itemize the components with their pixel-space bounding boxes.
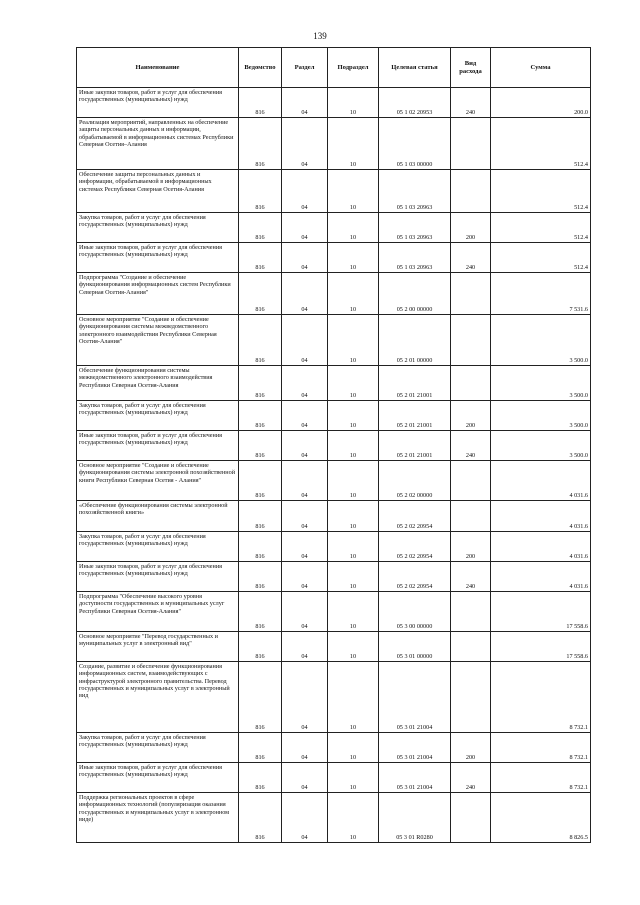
row-sum-cell: 3 500.0 [491,315,591,366]
row-target-cell: 05 1 03 20963 [379,170,451,213]
row-sum-cell: 512.4 [491,170,591,213]
row-subsection-cell: 10 [328,662,379,733]
header-subsection: Подраздел [328,48,379,88]
row-kind-cell [451,662,491,733]
table-row [77,793,591,843]
row-sum-cell: 8 826.5 [491,793,591,843]
row-section-cell: 04 [282,632,328,662]
row-target-cell: 05 3 01 21004 [379,662,451,733]
row-target-cell: 05 2 02 20954 [379,532,451,562]
row-target-cell: 05 2 02 00000 [379,461,451,501]
row-target-cell: 05 2 01 00000 [379,315,451,366]
table-row [77,431,591,461]
row-section-cell: 04 [282,501,328,532]
row-kind-cell [451,118,491,170]
row-target-cell: 05 1 02 20953 [379,88,451,118]
header-section: Раздел [282,48,328,88]
row-subsection-cell: 10 [328,562,379,592]
row-kind-cell [451,273,491,315]
row-kind-cell: 200 [451,213,491,243]
table-row [77,592,591,632]
row-target-cell: 05 2 02 20954 [379,501,451,532]
row-sum-cell: 8 732.1 [491,733,591,763]
row-kind-cell [451,501,491,532]
row-section-cell: 04 [282,662,328,733]
row-dept-cell: 816 [239,273,282,315]
row-subsection-cell: 10 [328,273,379,315]
row-kind-cell: 240 [451,763,491,793]
row-subsection-cell: 10 [328,632,379,662]
row-name-cell: «Обеспечение функционирования системы электронной похозяйственной книги» [77,501,239,532]
row-sum-cell: 8 732.1 [491,662,591,733]
header-kind: Вид расхода [451,48,491,88]
row-sum-cell: 3 500.0 [491,401,591,431]
table-row [77,562,591,592]
row-name-cell: Иные закупки товаров, работ и услуг для обеспечения государственных (муниципальных) нужд [77,431,239,461]
page-number: 139 [313,31,327,41]
table-row [77,118,591,170]
row-target-cell: 05 1 03 00000 [379,118,451,170]
row-name-cell: Иные закупки товаров, работ и услуг для обеспечения государственных (муниципальных) нужд [77,88,239,118]
header-target: Целевая статья [379,48,451,88]
row-subsection-cell: 10 [328,501,379,532]
row-target-cell: 05 2 00 00000 [379,273,451,315]
row-dept-cell: 816 [239,366,282,401]
row-kind-cell: 240 [451,431,491,461]
row-subsection-cell: 10 [328,733,379,763]
table-row [77,243,591,273]
row-dept-cell: 816 [239,213,282,243]
row-kind-cell: 200 [451,532,491,562]
row-name-cell: Закупка товаров, работ и услуг для обеспечения государственных (муниципальных) нужд [77,213,239,243]
row-subsection-cell: 10 [328,793,379,843]
row-name-cell: Обеспечение функционирования системы межведомственного электронного взаимодействия Республики Северная Осетия-Алания [77,366,239,401]
row-dept-cell: 816 [239,501,282,532]
row-target-cell: 05 3 01 21004 [379,733,451,763]
table-row [77,632,591,662]
row-kind-cell [451,592,491,632]
row-target-cell: 05 2 01 21001 [379,401,451,431]
row-section-cell: 04 [282,401,328,431]
row-dept-cell: 816 [239,733,282,763]
row-dept-cell: 816 [239,401,282,431]
row-name-cell: Закупка товаров, работ и услуг для обеспечения государственных (муниципальных) нужд [77,532,239,562]
row-kind-cell: 200 [451,401,491,431]
row-section-cell: 04 [282,273,328,315]
row-target-cell: 05 2 02 20954 [379,562,451,592]
row-target-cell: 05 2 01 21001 [379,366,451,401]
row-name-cell: Подпрограмма "Обеспечение высокого уровня доступности государственных и муниципальных услуг Республики Северная Осетия-Алания" [77,592,239,632]
row-section-cell: 04 [282,366,328,401]
budget-table [76,47,591,843]
row-kind-cell [451,315,491,366]
row-kind-cell [451,170,491,213]
row-sum-cell: 512.4 [491,213,591,243]
row-dept-cell: 816 [239,315,282,366]
row-sum-cell: 8 732.1 [491,763,591,793]
row-name-cell: Подпрограмма "Создание и обеспечение функционирования информационных систем Республики Северная Осетия-Алания" [77,273,239,315]
row-dept-cell: 816 [239,170,282,213]
row-dept-cell: 816 [239,461,282,501]
row-name-cell: Создание, развитие и обеспечение функционирования информационных систем, взаимодействующих с инфраструктурой электронного правительства. Перевод государственных и муниципальных услуг в электронный вид [77,662,239,733]
row-subsection-cell: 10 [328,170,379,213]
row-name-cell: Закупка товаров, работ и услуг для обеспечения государственных (муниципальных) нужд [77,401,239,431]
row-section-cell: 04 [282,562,328,592]
row-name-cell: Поддержка региональных проектов в сфере информационных технологий (популяризация оказания государственных и муниципальных услуг в электронном виде) [77,793,239,843]
table-row [77,401,591,431]
row-name-cell: Закупка товаров, работ и услуг для обеспечения государственных (муниципальных) нужд [77,733,239,763]
row-dept-cell: 816 [239,431,282,461]
row-section-cell: 04 [282,763,328,793]
row-name-cell: Основное мероприятие "Перевод государственных и муниципальных услуг в электронный вид" [77,632,239,662]
row-section-cell: 04 [282,592,328,632]
row-name-cell: Основное мероприятие "Создание и обеспечение функционирования системы электронной похозяйственной книги Республики Северная Осетия - Алания" [77,461,239,501]
header-sum: Сумма [491,48,591,88]
row-subsection-cell: 10 [328,592,379,632]
row-sum-cell: 3 500.0 [491,431,591,461]
table-row [77,662,591,733]
row-sum-cell: 512.4 [491,118,591,170]
table-row [77,733,591,763]
row-section-cell: 04 [282,461,328,501]
table-row [77,461,591,501]
row-sum-cell: 4 031.6 [491,501,591,532]
row-kind-cell: 200 [451,733,491,763]
row-dept-cell: 816 [239,118,282,170]
row-sum-cell: 17 558.6 [491,592,591,632]
row-subsection-cell: 10 [328,763,379,793]
row-subsection-cell: 10 [328,461,379,501]
row-subsection-cell: 10 [328,118,379,170]
row-sum-cell: 3 500.0 [491,366,591,401]
table-header-row [77,48,591,88]
row-subsection-cell: 10 [328,88,379,118]
row-target-cell: 05 3 01 21004 [379,763,451,793]
row-subsection-cell: 10 [328,401,379,431]
row-section-cell: 04 [282,170,328,213]
row-section-cell: 04 [282,243,328,273]
table-row [77,88,591,118]
row-kind-cell: 240 [451,562,491,592]
row-target-cell: 05 1 03 20963 [379,213,451,243]
row-dept-cell: 816 [239,793,282,843]
row-kind-cell: 240 [451,88,491,118]
row-section-cell: 04 [282,733,328,763]
row-dept-cell: 816 [239,632,282,662]
table-row [77,315,591,366]
row-sum-cell: 17 558.6 [491,632,591,662]
row-name-cell: Реализация мероприятий, направленных на обеспечение защиты персональных данных и информации, обрабатываемой в информационных системах Республики Северная Осетия–Алания [77,118,239,170]
row-section-cell: 04 [282,315,328,366]
row-kind-cell [451,632,491,662]
row-dept-cell: 816 [239,662,282,733]
row-dept-cell: 816 [239,243,282,273]
row-subsection-cell: 10 [328,315,379,366]
row-name-cell: Основное мероприятие "Создание и обеспечение функционирования системы межведомственного электронного взаимодействия Республики Северная Осетия-Алания" [77,315,239,366]
row-dept-cell: 816 [239,532,282,562]
table-row [77,501,591,532]
row-section-cell: 04 [282,88,328,118]
row-subsection-cell: 10 [328,243,379,273]
row-subsection-cell: 10 [328,366,379,401]
table-body [77,88,591,843]
row-sum-cell: 4 031.6 [491,562,591,592]
header-name: Наименование [77,48,239,88]
row-subsection-cell: 10 [328,532,379,562]
row-target-cell: 05 1 03 20963 [379,243,451,273]
row-target-cell: 05 3 01 R0280 [379,793,451,843]
row-section-cell: 04 [282,532,328,562]
row-section-cell: 04 [282,118,328,170]
row-kind-cell [451,793,491,843]
row-sum-cell: 200.0 [491,88,591,118]
table-row [77,366,591,401]
row-kind-cell: 240 [451,243,491,273]
row-section-cell: 04 [282,793,328,843]
row-target-cell: 05 3 00 00000 [379,592,451,632]
table-row [77,273,591,315]
header-dept: Ведомство [239,48,282,88]
row-name-cell: Иные закупки товаров, работ и услуг для обеспечения государственных (муниципальных) нужд [77,562,239,592]
row-kind-cell [451,366,491,401]
row-name-cell: Обеспечение защиты персональных данных и информации, обрабатываемой в информационных системах Республики Северная Осетия-Алания [77,170,239,213]
row-subsection-cell: 10 [328,213,379,243]
table-row [77,213,591,243]
row-kind-cell [451,461,491,501]
table-row [77,532,591,562]
row-section-cell: 04 [282,431,328,461]
row-target-cell: 05 3 01 00000 [379,632,451,662]
row-dept-cell: 816 [239,88,282,118]
table-row [77,170,591,213]
row-sum-cell: 512.4 [491,243,591,273]
row-name-cell: Иные закупки товаров, работ и услуг для обеспечения государственных (муниципальных) нужд [77,763,239,793]
row-dept-cell: 816 [239,763,282,793]
row-dept-cell: 816 [239,592,282,632]
row-subsection-cell: 10 [328,431,379,461]
row-dept-cell: 816 [239,562,282,592]
row-name-cell: Иные закупки товаров, работ и услуг для обеспечения государственных (муниципальных) нужд [77,243,239,273]
row-target-cell: 05 2 01 21001 [379,431,451,461]
row-sum-cell: 4 031.6 [491,461,591,501]
row-section-cell: 04 [282,213,328,243]
row-sum-cell: 4 031.6 [491,532,591,562]
row-sum-cell: 7 531.6 [491,273,591,315]
table-row [77,763,591,793]
